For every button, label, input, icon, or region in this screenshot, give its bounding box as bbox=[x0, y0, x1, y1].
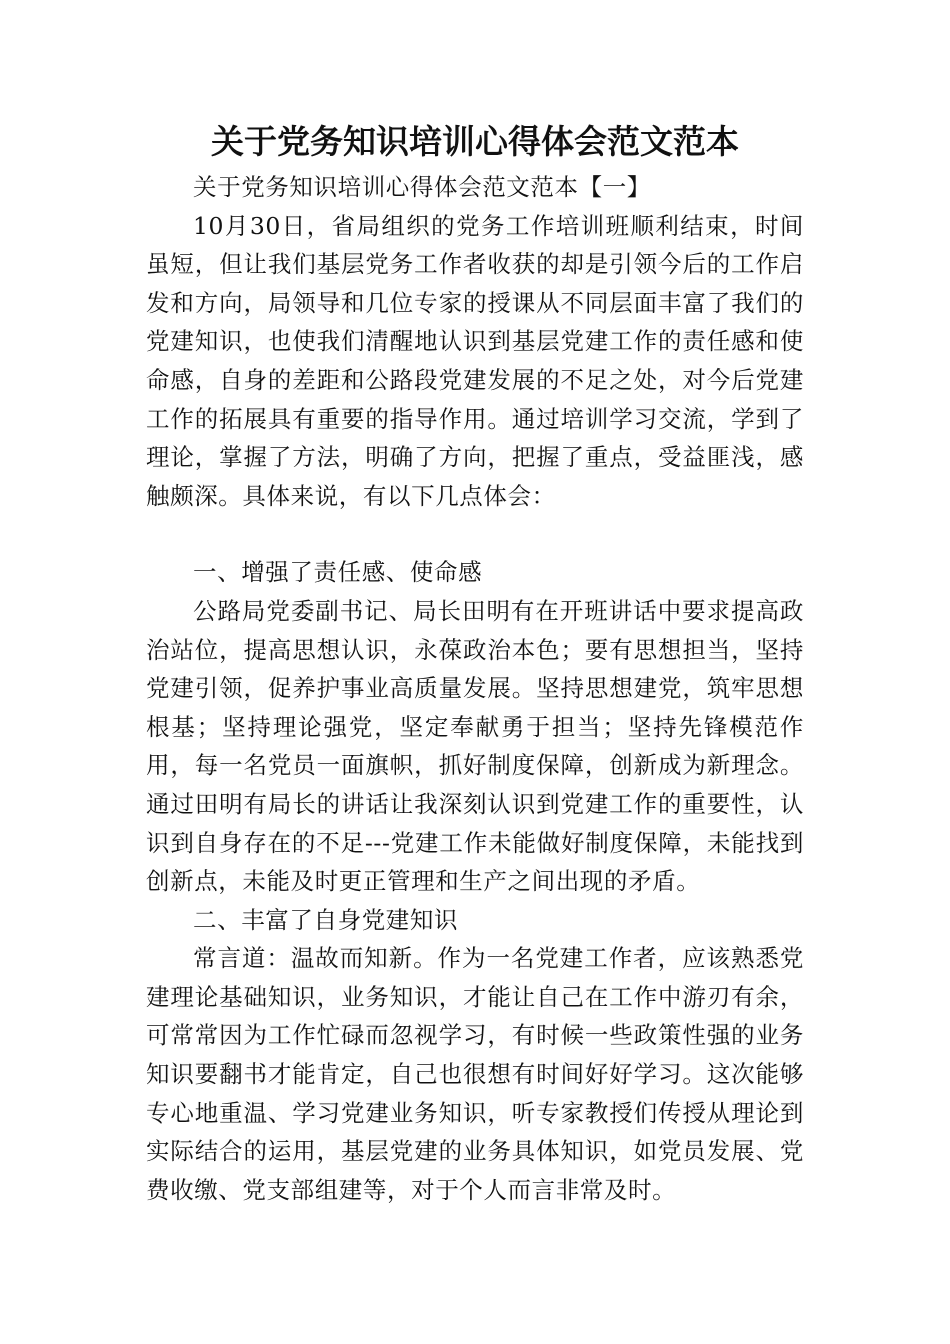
document-title: 关于党务知识培训心得体会范文范本 bbox=[211, 122, 739, 161]
intro-paragraph: 10月30日，省局组织的党务工作培训班顺利结束，时间虽短，但让我们基层党务工作者收获的却是引领今后的工作启发和方向，局领导和几位专家的授课从不同层面丰富了我们的党建知识，也使我们清醒地认识到基层党建工作的责任感和使命感，自身的差距和公路段党建发展的不足之处，对今后党建工作的拓展具有重要的指导作用。通过培训学习交流，学到了理论，掌握了方法，明确了方向，把握了重点，受益匪浅，感触颇深。具体来说，有以下几点体会： bbox=[146, 211, 804, 510]
section-body-1: 公路局党委副书记、局长田明有在开班讲话中要求提高政治站位，提高思想认识，永葆政治本色；要有思想担当，坚持党建引领，促养护事业高质量发展。坚持思想建党，筑牢思想根基；坚持理论强党，坚定奉献勇于担当；坚持先锋模范作用，每一名党员一面旗帜，抓好制度保障，创新成为新理念。通过田明有局长的讲话让我深刻认识到党建工作的重要性，认识到自身存在的不足---党建工作未能做好制度保障，未能找到创新点，未能及时更正管理和生产之间出现的矛盾。 bbox=[146, 596, 804, 896]
section-body-2: 常言道：温故而知新。作为一名党建工作者，应该熟悉党建理论基础知识，业务知识，才能让自己在工作中游刃有余，可常常因为工作忙碌而忽视学习，有时候一些政策性强的业务知识要翻书才能肯定，自己也很想有时间好好学习。这次能够专心地重温、学习党建业务知识，听专家教授们传授从理论到实际结合的运用，基层党建的业务具体知识，如党员发展、党费收缴、党支部组建等，对于个人而言非常及时。 bbox=[146, 944, 804, 1204]
section-heading-1: 一、增强了责任感、使命感 bbox=[193, 558, 483, 587]
section-heading-2: 二、丰富了自身党建知识 bbox=[193, 905, 459, 934]
document-page bbox=[146, 118, 804, 1209]
document-subtitle: 关于党务知识培训心得体会范文范本【一】 bbox=[193, 173, 651, 201]
